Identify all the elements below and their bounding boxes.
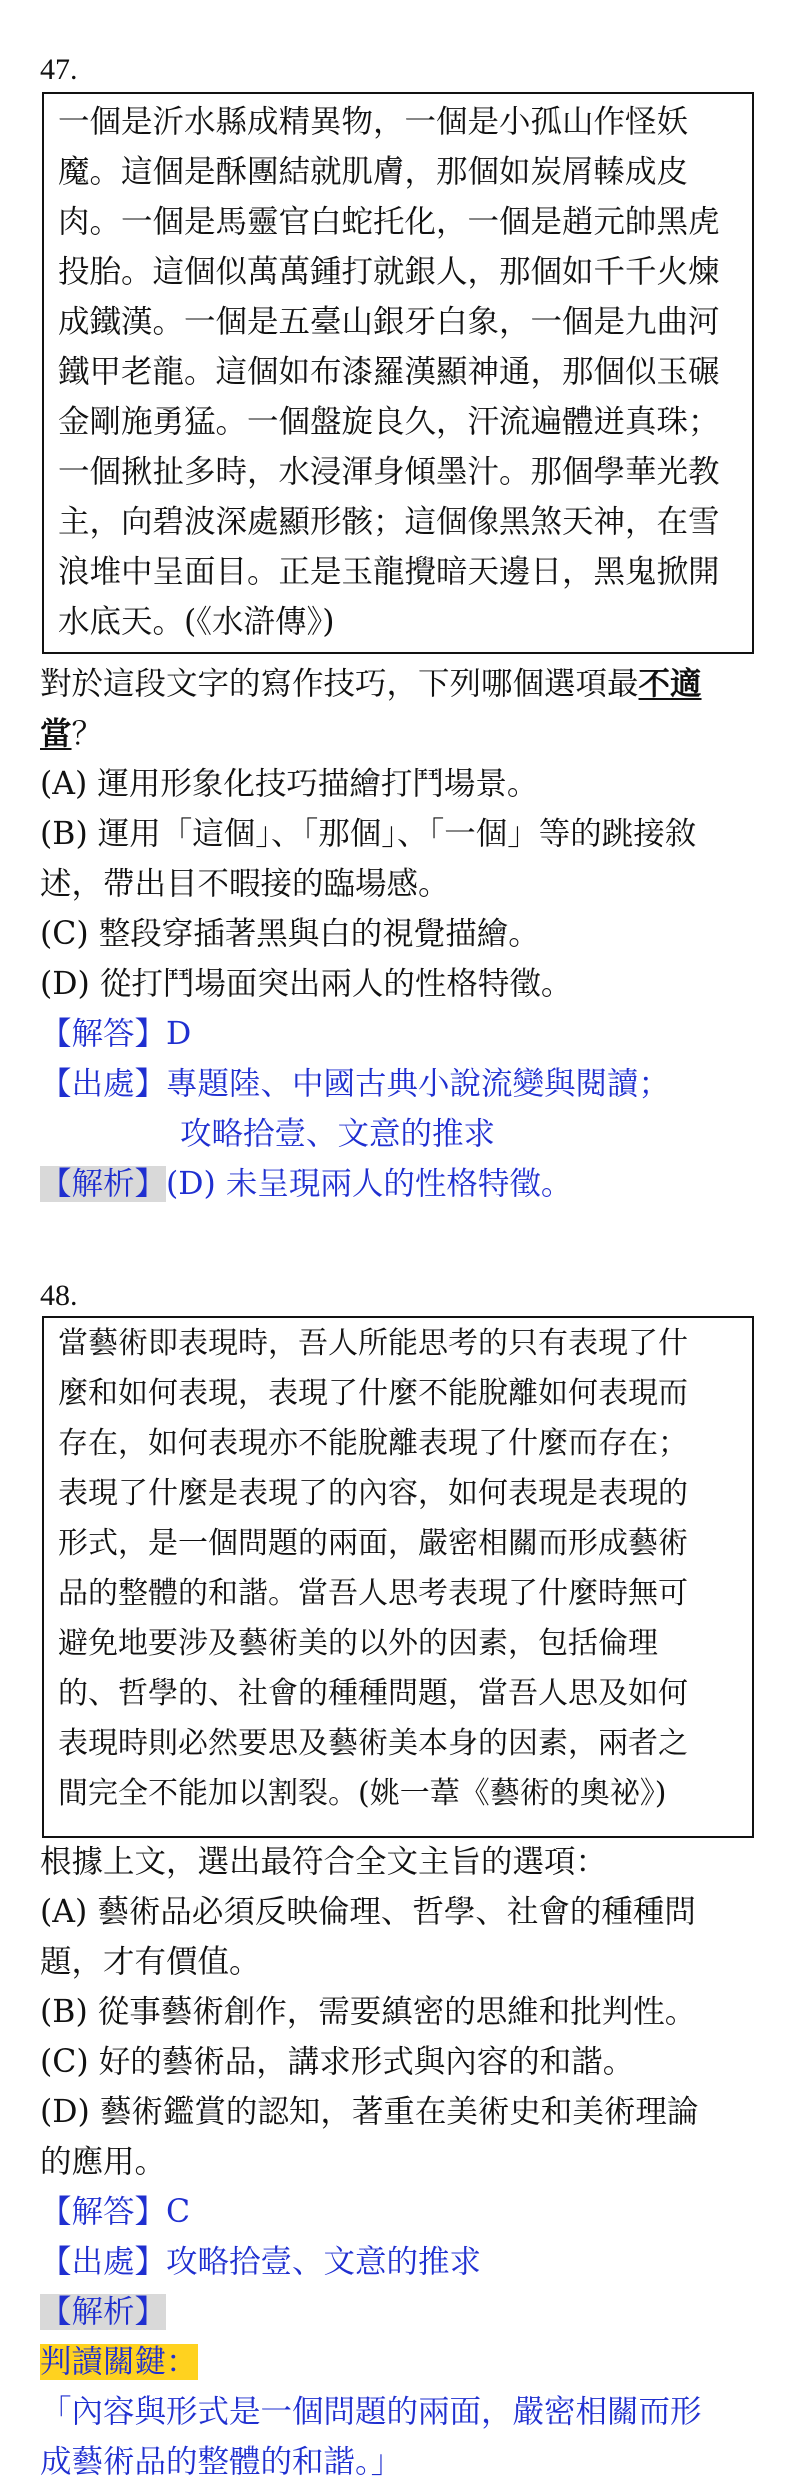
answer-value: D	[166, 1016, 192, 1052]
passage-line: 形式，是一個問題的兩面，嚴密相關而形成藝術	[58, 1526, 688, 1561]
passage-line: 一個是沂水縣成精異物，一個是小孤山作怪妖	[58, 104, 689, 140]
passage-line: 存在，如何表現亦不能脫離表現了什麼而存在；	[58, 1426, 688, 1461]
passage-line: 避免地要涉及藝術美的以外的因素，包括倫理	[58, 1626, 658, 1661]
option-a-cont: 題，才有價值。	[40, 1944, 261, 1980]
answer-line: 【解答】D	[40, 1016, 192, 1052]
option-c: (C) 好的藝術品，講求形式與內容的和諧。	[40, 2044, 635, 2080]
question-48-prompt: 根據上文，選出最符合全文主旨的選項：	[40, 1844, 608, 1880]
option-b-cont: 述，帶出目不暇接的臨場感。	[40, 866, 450, 902]
question-48-number: 48.	[40, 1279, 78, 1312]
option-c: (C) 整段穿插著黑與白的視覺描繪。	[40, 916, 540, 952]
passage-line: 投胎。這個似萬萬鍾打就銀人，那個如千千火煉	[58, 254, 720, 290]
source-line-cont: 攻略拾壹、文意的推求	[180, 1116, 496, 1152]
passage-line: 的、哲學的、社會的種種問題，當吾人思及如何	[58, 1676, 688, 1711]
source-line: 【出處】專題陸、中國古典小說流變與閱讀；	[40, 1066, 671, 1102]
option-d: (D) 從打鬥場面突出兩人的性格特徵。	[40, 966, 573, 1002]
emphasis-text: 不適	[638, 665, 702, 702]
key-point-quote-cont: 成藝術品的整體的和諧。」	[40, 2444, 403, 2480]
passage-line: 鐵甲老龍。這個如布漆羅漢顯神通，那個似玉碾	[58, 354, 720, 390]
question-48-passage-box	[42, 1316, 754, 1838]
passage-line: 一個揪扯多時，水浸渾身傾墨汁。那個學華光教	[58, 454, 720, 490]
passage-line: 品的整體的和諧。當吾人思考表現了什麼時無可	[58, 1576, 688, 1611]
option-d: (D) 藝術鑑賞的認知，著重在美術史和美術理論	[40, 2094, 699, 2130]
answer-value: C	[166, 2194, 191, 2230]
passage-line: 間完全不能加以割裂。(姚一葦《藝術的奧祕》)	[58, 1776, 667, 1811]
option-b: (B) 運用「這個」、「那個」、「一個」等的跳接敘	[40, 816, 697, 852]
key-point-label: 判讀關鍵：	[40, 2344, 198, 2380]
key-point-line	[40, 2342, 198, 2382]
passage-line: 當藝術即表現時，吾人所能思考的只有表現了什	[58, 1326, 688, 1361]
option-d-cont: 的應用。	[40, 2144, 167, 2180]
source-line: 【出處】攻略拾壹、文意的推求	[40, 2244, 482, 2280]
passage-line: 水底天。(《水滸傳》)	[58, 604, 335, 640]
analysis-line	[40, 2292, 166, 2332]
answer-line: 【解答】C	[40, 2194, 191, 2230]
question-47-number: 47.	[40, 53, 78, 86]
option-b: (B) 從事藝術創作，需要縝密的思維和批判性。	[40, 1994, 697, 2030]
passage-line: 肉。一個是馬靈官白蛇托化，一個是趙元帥黑虎	[58, 204, 720, 240]
passage-line: 魔。這個是酥團結就肌膚，那個如炭屑轃成皮	[58, 154, 689, 190]
analysis-line: 【解析】(D) 未呈現兩人的性格特徵。	[40, 1166, 573, 1202]
passage-line: 金剛施勇猛。一個盤旋良久，汗流遍體迸真珠；	[58, 404, 720, 440]
question-47-prompt-cont: 當？	[40, 715, 104, 752]
question-47-prompt: 對於這段文字的寫作技巧，下列哪個選項最不適	[40, 665, 702, 702]
key-point-quote: 「內容與形式是一個問題的兩面，嚴密相關而形	[40, 2394, 702, 2430]
passage-line: 表現了什麼是表現了的內容，如何表現是表現的	[58, 1476, 688, 1511]
passage-line: 浪堆中呈面目。正是玉龍攪暗天邊日，黑鬼掀開	[58, 554, 720, 590]
passage-line: 表現時則必然要思及藝術美本身的因素，兩者之	[58, 1726, 688, 1761]
analysis-label: 【解析】	[40, 1166, 167, 1202]
passage-line: 麼和如何表現，表現了什麼不能脫離如何表現而	[58, 1376, 688, 1411]
option-a: (A) 運用形象化技巧描繪打鬥場景。	[40, 766, 539, 802]
option-a: (A) 藝術品必須反映倫理、哲學、社會的種種問	[40, 1894, 696, 1930]
passage-line: 主，向碧波深處顯形骸；這個像黑煞天神，在雪	[58, 504, 720, 540]
emphasis-text: 當	[40, 715, 72, 752]
passage-line: 成鐵漢。一個是五臺山銀牙白象，一個是九曲河	[58, 304, 720, 340]
analysis-label: 【解析】	[40, 2294, 167, 2330]
question-47-passage-box	[42, 92, 754, 654]
